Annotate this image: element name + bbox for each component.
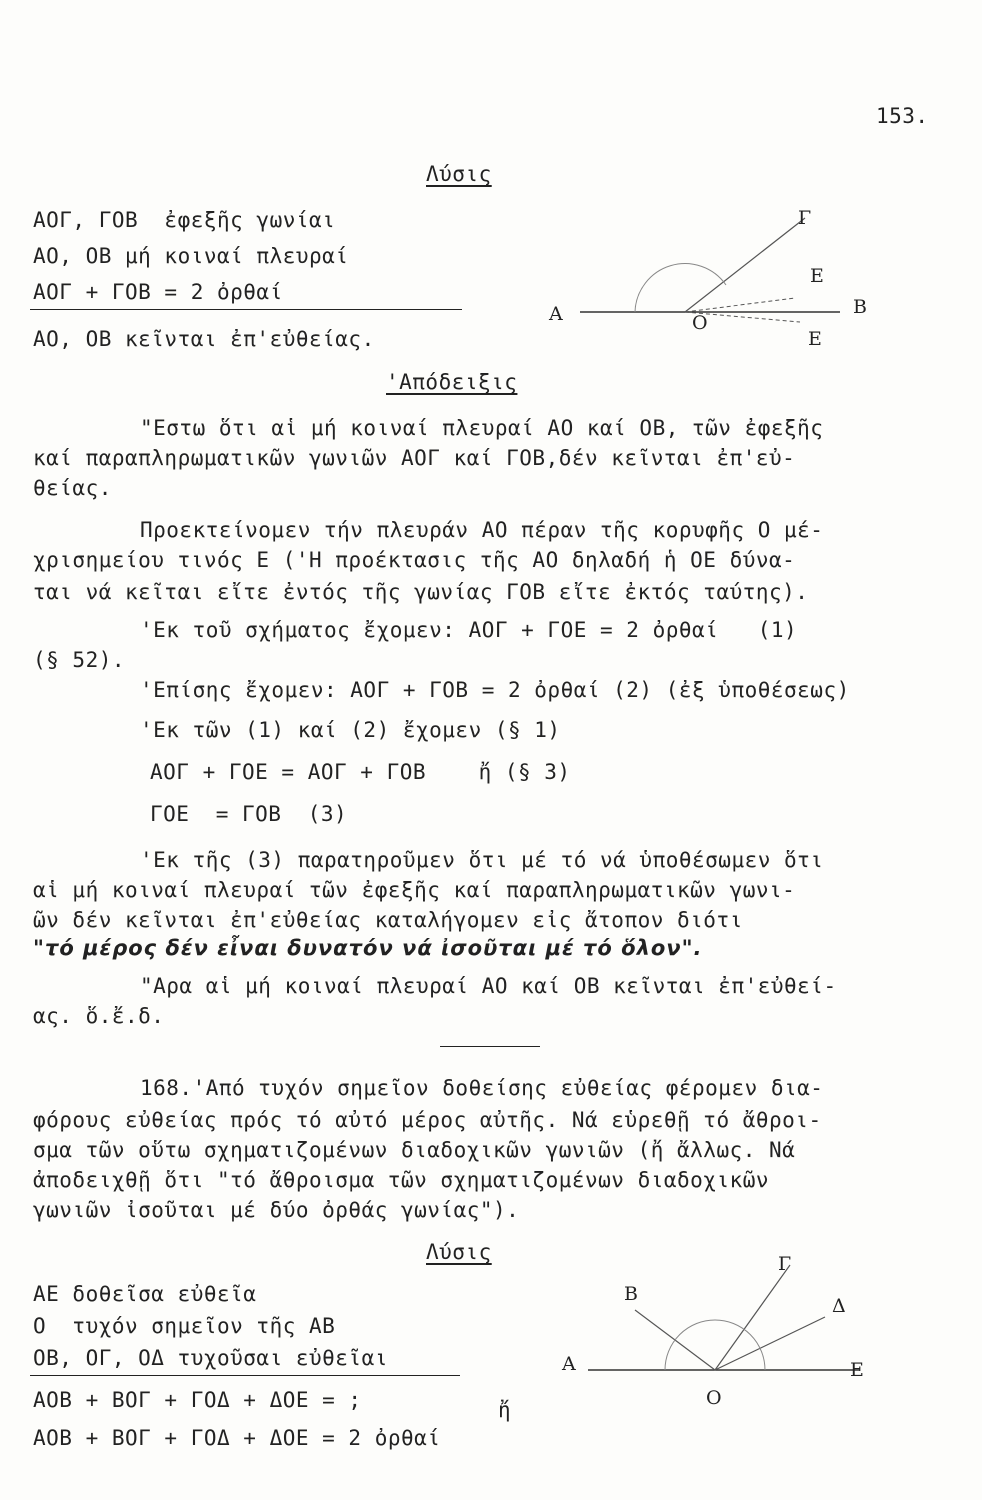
proof-line: αἱ μή κοιναί πλευραί τῶν ἐφεξῆς καί παραπληρωματικῶν γωνι- xyxy=(33,878,796,902)
proof-line: ται νά κεῖται εἴτε ἐντός τῆς γωνίας ΓΟΒ εἴτε ἐκτός ταύτης). xyxy=(33,580,809,604)
proof-line: 'Εκ τῶν (1) καί (2) ἔχομεν (§ 1) xyxy=(140,718,561,742)
given-line: ΑΕ δοθεῖσα εὐθεῖα xyxy=(33,1282,257,1306)
given-line: ΑΟΓ + ΓΟΒ = 2 ὀρθαί xyxy=(33,280,283,304)
or-word: ἤ xyxy=(498,1398,512,1422)
problem-statement-line: 168.'Από τυχόν σημεῖον δοθείσης εὐθείας φέρομεν δια- xyxy=(140,1076,824,1100)
proof-line: ΓΟΕ = ΓΟΒ (3) xyxy=(150,802,348,826)
given-separator-rule xyxy=(30,1375,460,1376)
proof-line: 'Εκ τῆς (3) παρατηροῦμεν ὅτι μέ τό νά ὑποθέσωμεν ὅτι xyxy=(140,848,824,872)
ray-OE-upper xyxy=(685,298,795,312)
to-prove-line: ΑΟ, ΟΒ κεῖνται ἐπ'εὐθείας. xyxy=(33,327,375,351)
figure-1-diagram xyxy=(540,190,870,390)
figure-label-B: Β xyxy=(853,296,867,318)
ray-OD xyxy=(715,1317,825,1370)
figure-label-E-upper: Ε xyxy=(810,265,824,287)
figure-label-G: Γ xyxy=(778,1253,792,1275)
given-line: ΑΟΓ, ΓΟΒ ἐφεξῆς γωνίαι xyxy=(33,208,336,232)
proof-line: (§ 52). xyxy=(33,648,126,672)
angle-arc xyxy=(665,1320,765,1370)
solution-heading-1: Λύσις xyxy=(426,162,492,186)
section-divider xyxy=(440,1046,540,1047)
figure-label-E: Ε xyxy=(850,1359,864,1381)
proof-line: καί παραπληρωματικῶν γωνιῶν ΑΟΓ καί ΓΟΒ,δέν κεῖνται ἐπ'εὐ- xyxy=(33,446,796,470)
figure-label-O: Ο xyxy=(706,1387,722,1409)
page-number: 153. xyxy=(876,104,929,128)
proof-line: ῶν δέν κεῖνται ἐπ'εὐθείας καταλήγομεν εἰς ἄτοπον διότι xyxy=(33,908,743,932)
figure-2-diagram xyxy=(560,1255,890,1405)
ray-OG xyxy=(715,1265,790,1370)
proof-line: "Εστω ὅτι αἱ μή κοιναί πλευραί ΑΟ καί ΟΒ, τῶν ἐφεξῆς xyxy=(140,416,824,440)
proof-line: ας. ὅ.ἔ.δ. xyxy=(33,1004,165,1028)
figure-label-G: Γ xyxy=(798,207,812,229)
proof-line: ΑΟΓ + ΓΟΕ = ΑΟΓ + ΓΟΒ ἤ (§ 3) xyxy=(150,760,571,784)
angle-arc xyxy=(635,264,726,312)
ray-OG xyxy=(685,218,805,312)
figure-label-O: Ο xyxy=(692,312,708,334)
proof-line: 'Επίσης ἔχομεν: ΑΟΓ + ΓΟΒ = 2 ὀρθαί (2) (ἐξ ὑποθέσεως) xyxy=(140,678,850,702)
given-line: ΑΟ, ΟΒ μή κοιναί πλευραί xyxy=(33,244,349,268)
proof-line: 'Εκ τοῦ σχήματος ἔχομεν: ΑΟΓ + ΓΟΕ = 2 ὀρθαί (1) xyxy=(140,618,798,642)
figure-label-B: Β xyxy=(624,1283,638,1305)
figure-label-A: Α xyxy=(562,1353,576,1375)
figure-label-E-lower: Ε xyxy=(808,328,822,350)
given-separator-rule xyxy=(30,309,462,310)
given-line: ΟΒ, ΟΓ, ΟΔ τυχοῦσαι εὐθεῖαι xyxy=(33,1346,388,1370)
proof-line: "Αρα αἱ μή κοιναί πλευραί ΑΟ καί ΟΒ κεῖνται ἐπ'εὐθεί- xyxy=(140,974,837,998)
find-line: ΑΟΒ + ΒΟΓ + ΓΟΔ + ΔΟΕ = ; xyxy=(33,1388,362,1412)
solution-heading-2: Λύσις xyxy=(426,1240,492,1264)
result-line: ΑΟΒ + ΒΟΓ + ΓΟΔ + ΔΟΕ = 2 ὀρθαί xyxy=(33,1426,441,1450)
problem-statement-line: ἀποδειχθῇ ὅτι "τό ἄθροισμα τῶν σχηματιζομένων διαδοχικῶν xyxy=(33,1168,770,1192)
figure-label-D: Δ xyxy=(832,1295,846,1317)
proof-line: θείας. xyxy=(33,476,112,500)
given-line: Ο τυχόν σημεῖον τῆς ΑΒ xyxy=(33,1314,336,1338)
proof-heading: 'Απόδειξις xyxy=(386,370,518,394)
problem-statement-line: σμα τῶν οὕτω σχηματιζομένων διαδοχικῶν γωνιῶν (ἤ ἄλλως. Νά xyxy=(33,1138,796,1162)
proof-line-emphasis: "τό μέρος δέν εἶναι δυνατόν νά ἰσοῦται μέ τό ὅλον". xyxy=(33,936,703,960)
proof-line: χρισημείου τινός Ε ('Η προέκτασις τῆς ΑΟ δηλαδή ἡ ΟΕ δύνα- xyxy=(33,548,796,572)
figure-label-A: Α xyxy=(549,303,563,325)
proof-line: Προεκτείνομεν τήν πλευράν ΑΟ πέραν τῆς κορυφῆς Ο μέ- xyxy=(140,518,824,542)
problem-statement-line: φόρους εὐθείας πρός τό αὐτό μέρος αὐτῆς. Νά εὑρεθῇ τό ἄθροι- xyxy=(33,1108,822,1132)
problem-statement-line: γωνιῶν ἰσοῦται μέ δύο ὀρθάς γωνίας"). xyxy=(33,1198,520,1222)
